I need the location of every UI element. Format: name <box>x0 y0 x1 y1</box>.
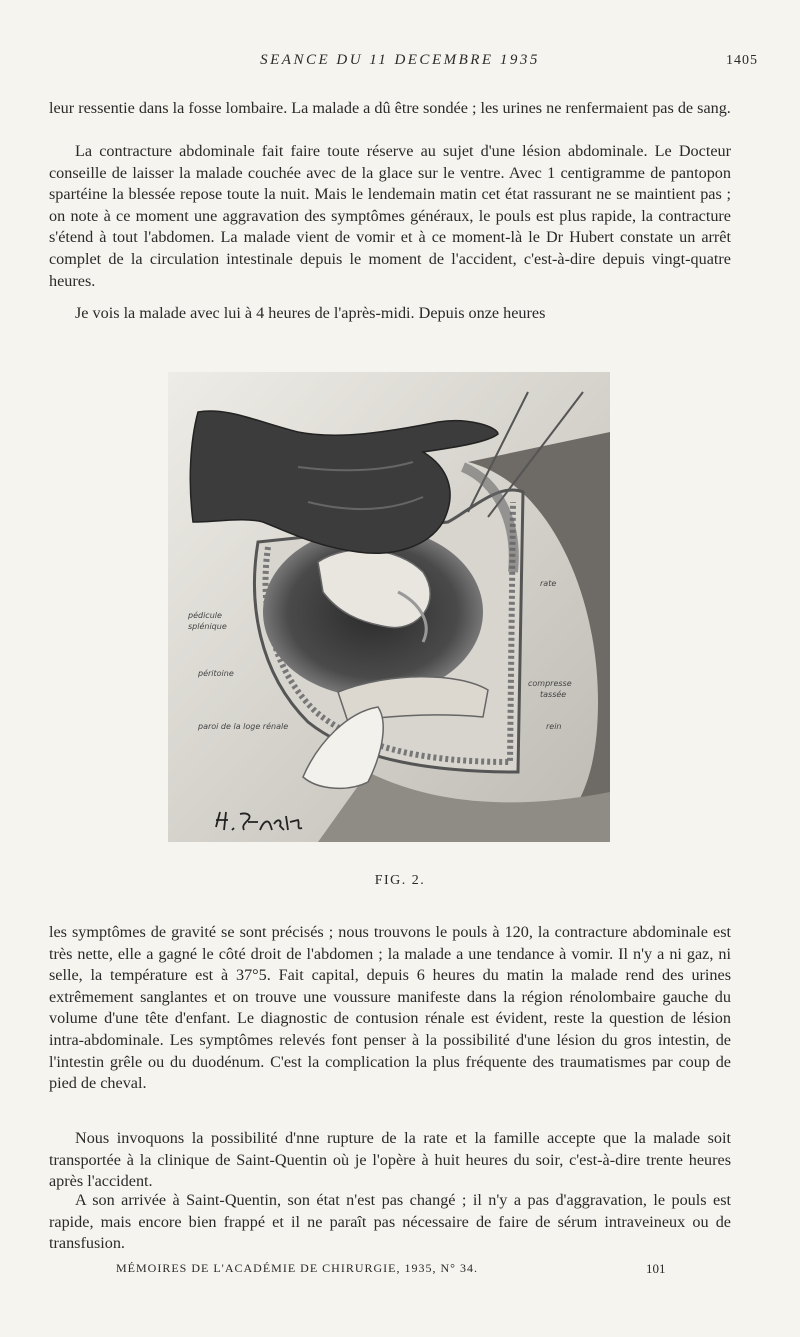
paragraph-1: leur ressentie dans la fosse lombaire. La malade a dû être sondée ; les urines ne renfermaient pas de sang. <box>49 99 731 117</box>
illustration-drawing <box>168 372 610 842</box>
page-number: 1405 <box>726 53 758 68</box>
label-rate: rate <box>540 579 557 588</box>
label-pedicule-2: splénique <box>188 622 227 631</box>
label-compresse-2: tassée <box>540 690 567 699</box>
paragraph-4: les symptômes de gravité se sont précisés ; nous trouvons le pouls à 120, la contracture abdominale est très nette, elle a gagné le côté droit de l'abdomen ; la malade a une tendance à vomir. Il n'y a ni gaz, ni selle, la température est à 37°5. Fait capital, depuis 6 heures du matin la malade rend des urines extrêmement sanglantes et on trouve une voussure manifeste dans la région rénolombaire gauche du volume d'une tête d'enfant. Le diagnostic de contusion rénale est évident, reste la question de lésion intra-abdominale. Les symptômes relevés font penser à la possibilité d'une lésion du gros intestin, de l'intestin grêle ou du duodénum. C'est la complication la plus fréquente des traumatismes par coup de pied de cheval. <box>49 923 731 1093</box>
running-head <box>0 52 800 74</box>
surgical-illustration <box>168 372 610 842</box>
paragraph-2: La contracture abdominale fait faire toute réserve au sujet d'une lésion abdominale. Le Docteur conseille de laisser la malade couchée avec de la glace sur le ventre. Avec 1 centigramme de pantopon spartéine la blessée repose toute la nuit. Mais le lendemain matin cet état rassurant ne se maintient pas ; on note à ce moment une aggravation des symptômes généraux, le pouls est plus rapide, la contracture s'étend à tout l'abdomen. La malade vient de vomir et à ce moment-là le Dr Hubert constate un arrêt complet de la circulation intestinale depuis le moment de l'accident, c'est-à-dire depuis vingt-quatre heures. <box>49 142 731 290</box>
label-peritoine: péritoine <box>198 669 234 678</box>
label-pedicule-1: pédicule <box>188 611 222 620</box>
paragraph-5: Nous invoquons la possibilité d'nne rupture de la rate et la famille accepte que la malade soit transportée à la clinique de Saint-Quentin où je l'opère à huit heures du soir, c'est-à-dire trente heures après l'accident. <box>49 1129 731 1191</box>
paragraph-6: A son arrivée à Saint-Quentin, son état n'est pas changé ; il n'y a pas d'aggravation, le pouls est rapide, mais encore bien frappé et il ne paraît pas nécessaire de faire de sérum intraveineux ou de transfusion. <box>49 1191 731 1253</box>
label-rein: rein <box>546 722 562 731</box>
figure-caption: FIG. 2. <box>374 873 426 888</box>
sheet-number: 101 <box>646 1261 666 1276</box>
label-compresse-1: compresse <box>528 679 572 688</box>
running-head-title: SEANCE DU 11 DECEMBRE 1935 <box>260 52 540 68</box>
journal-title: MÉMOIRES DE L'ACADÉMIE DE CHIRURGIE, 1935, N° 34. <box>116 1261 478 1275</box>
paragraph-3: Je vois la malade avec lui à 4 heures de l'après-midi. Depuis onze heures <box>75 304 546 322</box>
label-paroi: paroi de la loge rénale <box>198 722 289 731</box>
page-footer <box>0 1261 800 1281</box>
